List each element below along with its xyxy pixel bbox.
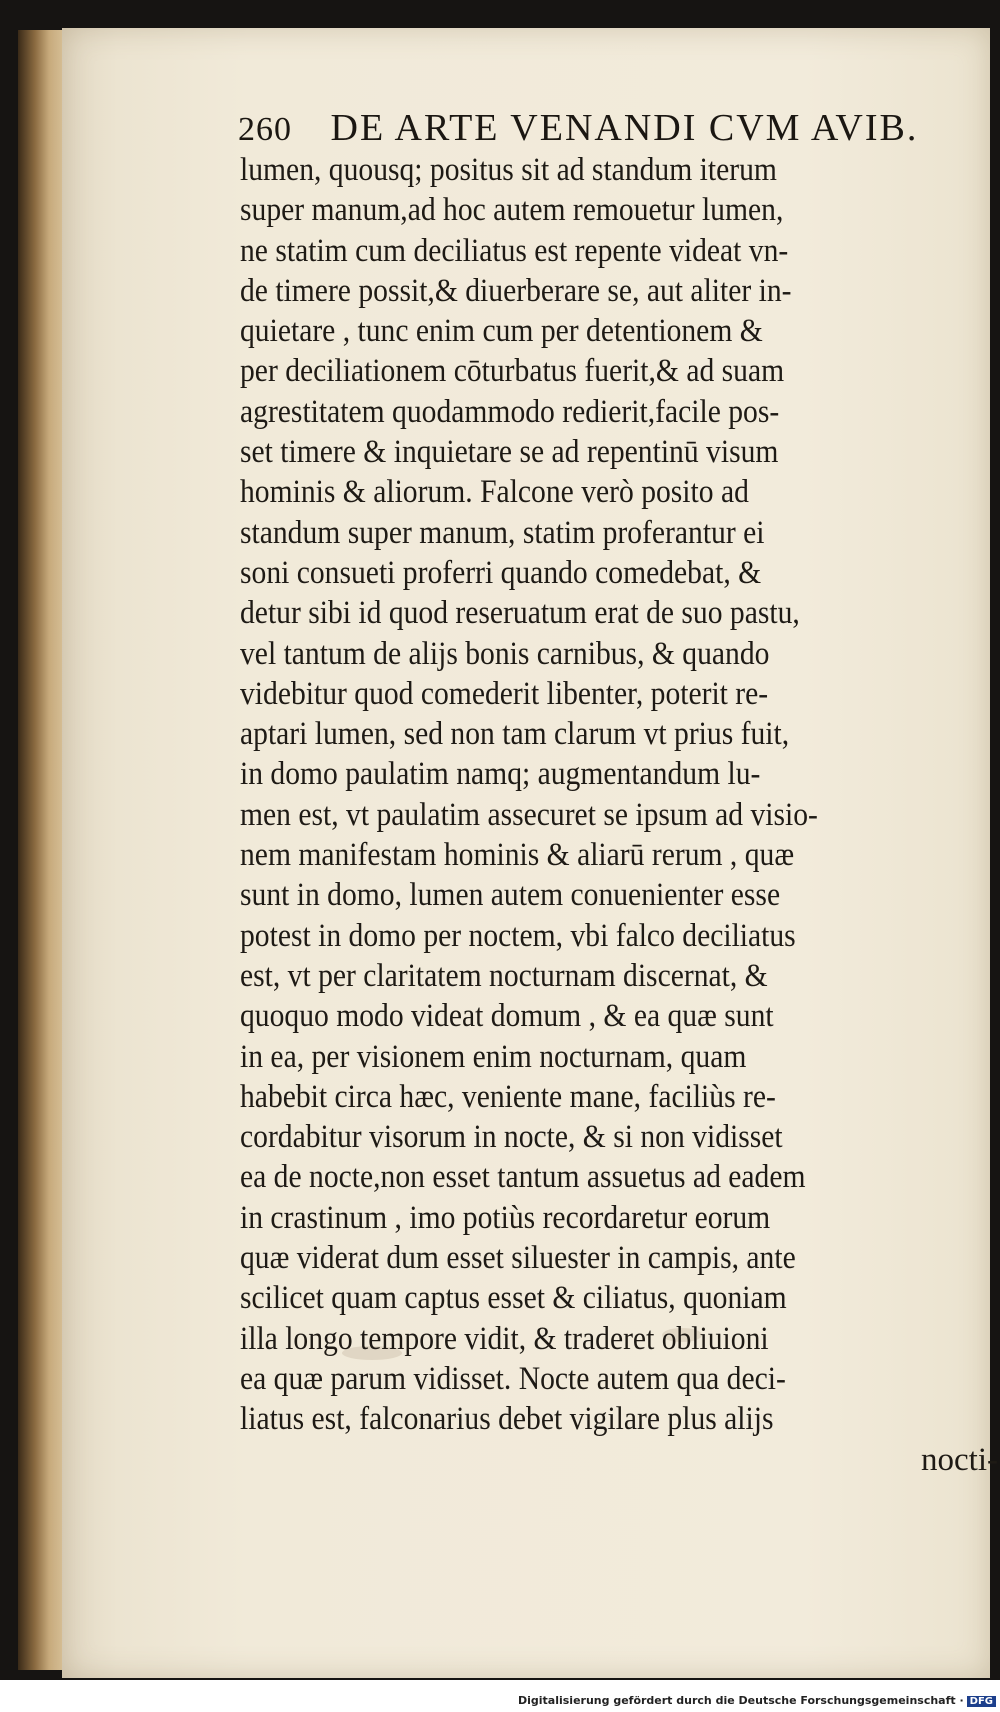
book-binding — [18, 30, 66, 1670]
text-line: per deciliationem cōturbatus fuerit,& ad suam — [240, 353, 785, 390]
text-line: in domo paulatim namq; augmentandum lu- — [240, 756, 761, 793]
text-line: set timere & inquietare se ad repentinū visum — [240, 434, 779, 471]
text-line: quæ viderat dum esset siluester in campis, ante — [240, 1240, 796, 1277]
running-title: DE ARTE VENANDI CVM AVIB. — [330, 107, 919, 149]
text-line: in crastinum , imo potiùs recordaretur eorum — [240, 1199, 771, 1236]
text-line: ne statim cum deciliatus est repente videat vn- — [240, 232, 789, 269]
funding-credit-text: Digitalisierung gefördert durch die Deutsche Forschungsgemeinschaft · — [517, 1694, 964, 1707]
text-line: quietare , tunc enim cum per detentionem & — [240, 313, 763, 350]
page-number: 260 — [238, 111, 292, 148]
page-header — [238, 106, 928, 150]
body-text — [240, 150, 1000, 1480]
text-line: in ea, per visionem enim nocturnam, quam — [240, 1038, 747, 1075]
text-line: ea de nocte,non esset tantum assuetus ad eadem — [240, 1159, 806, 1196]
text-line: soni consueti proferri quando comedebat, & — [240, 554, 762, 591]
text-line: cordabitur visorum in nocte, & si non vidisset — [240, 1119, 783, 1156]
text-line: quoquo modo videat domum , & ea quæ sunt — [240, 998, 774, 1035]
text-line: de timere possit,& diuerberare se, aut aliter in- — [240, 272, 792, 309]
text-line: ea quæ parum vidisset. Nocte autem qua deci- — [240, 1360, 786, 1397]
text-line: super manum,ad hoc autem remouetur lumen, — [240, 192, 784, 229]
text-line: illa longo tempore vidit, & traderet obliuioni — [240, 1320, 769, 1357]
text-line: hominis & aliorum. Falcone verò posito ad — [240, 474, 749, 511]
dfg-logo: DFG — [967, 1696, 996, 1707]
text-line: lumen, quousq; positus sit ad standum iterum — [240, 152, 777, 188]
text-line: standum super manum, statim proferantur ei — [240, 514, 765, 551]
text-line: videbitur quod comederit libenter, poterit re- — [240, 675, 769, 712]
text-line: potest in domo per noctem, vbi falco deciliatus — [240, 917, 796, 954]
text-line: habebit circa hæc, veniente mane, faciliùs re- — [240, 1078, 776, 1115]
text-line: est, vt per claritatem nocturnam discernat, & — [240, 957, 768, 994]
catchword: nocti- — [921, 1441, 998, 1478]
text-line: scilicet quam captus esset & ciliatus, quoniam — [240, 1280, 787, 1317]
text-line: aptari lumen, sed non tam clarum vt prius fuit, — [240, 716, 790, 753]
text-line: nem manifestam hominis & aliarū rerum , quæ — [240, 837, 795, 874]
text-line: agrestitatem quodammodo redierit,facile pos- — [240, 393, 780, 430]
text-line: men est, vt paulatim assecuret se ipsum ad visio- — [240, 796, 818, 833]
text-line: detur sibi id quod reseruatum erat de suo pastu, — [240, 595, 800, 632]
text-line: sunt in domo, lumen autem conuenienter esse — [240, 877, 781, 914]
text-line: liatus est, falconarius debet vigilare plus alijs — [240, 1401, 774, 1438]
funding-credit — [518, 1694, 996, 1707]
text-line: vel tantum de alijs bonis carnibus, & quando — [240, 635, 770, 672]
